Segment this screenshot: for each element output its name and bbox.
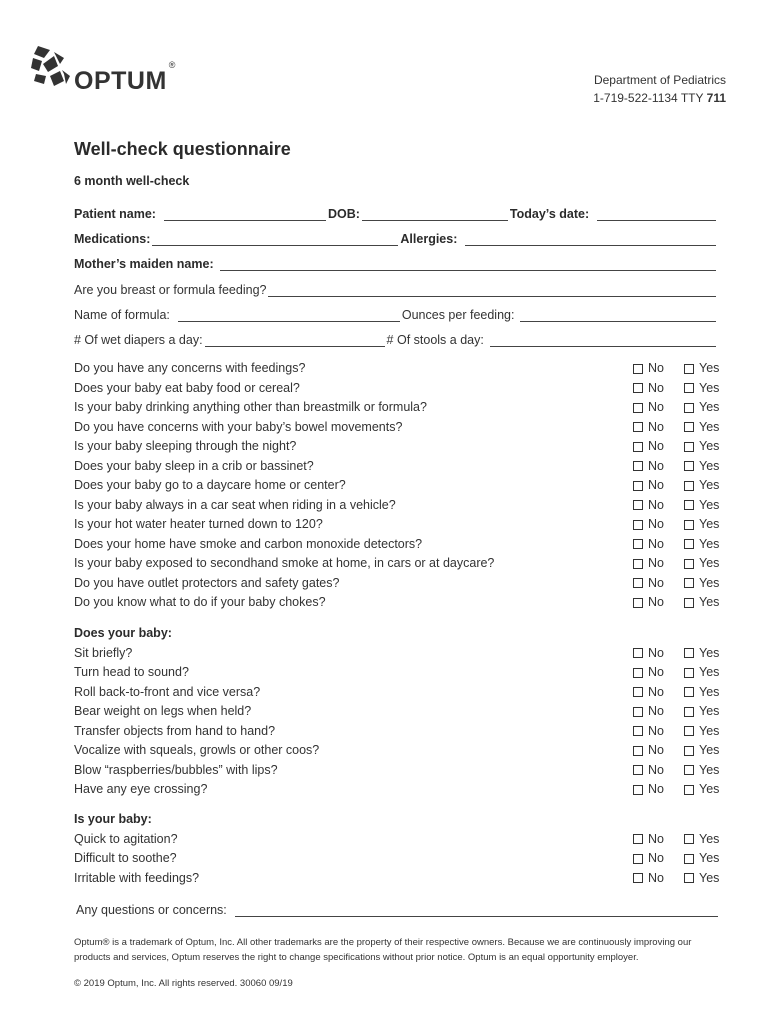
question-row [74, 398, 724, 418]
yes-option[interactable] [684, 780, 719, 800]
footer-copyright: © 2019 Optum, Inc. All rights reserved. 30060 09/19 [74, 978, 293, 989]
yes-label: Yes [699, 870, 720, 885]
yes-checkbox[interactable] [684, 765, 694, 775]
yes-option[interactable] [684, 496, 719, 516]
yes-label: Yes [699, 361, 720, 375]
no-option[interactable] [633, 398, 664, 418]
question-text: Is your hot water heater turned down to 120? [74, 517, 323, 531]
yes-option[interactable] [684, 554, 719, 574]
patient-info-row [74, 205, 718, 221]
ounces-field[interactable] [520, 310, 716, 322]
no-option[interactable] [633, 574, 664, 594]
no-checkbox[interactable] [633, 687, 643, 697]
question-text: Is your baby sleeping through the night? [74, 439, 297, 453]
yes-checkbox[interactable] [684, 520, 694, 530]
question-text: Irritable with feedings? [74, 870, 200, 885]
todays-date-field[interactable] [597, 209, 716, 221]
no-checkbox[interactable] [633, 598, 643, 608]
no-option[interactable] [633, 496, 664, 516]
no-label: No [648, 575, 664, 590]
no-checkbox[interactable] [633, 559, 643, 569]
yes-checkbox[interactable] [684, 854, 694, 864]
yes-checkbox[interactable] [684, 383, 694, 393]
maiden-name-label: Mother’s maiden name: [74, 257, 214, 271]
maiden-name-field[interactable] [220, 259, 716, 271]
yes-checkbox[interactable] [684, 481, 694, 491]
no-checkbox[interactable] [633, 461, 643, 471]
yes-checkbox[interactable] [684, 746, 694, 756]
no-checkbox[interactable] [633, 364, 643, 374]
question-row [74, 535, 724, 555]
yes-label: Yes [699, 497, 720, 512]
allergies-label: Allergies: [400, 232, 458, 246]
yes-label: Yes [699, 645, 720, 660]
formula-name-field[interactable] [178, 310, 400, 322]
question-row [74, 418, 724, 438]
no-option[interactable] [633, 644, 664, 664]
no-option[interactable] [633, 418, 664, 438]
no-checkbox[interactable] [633, 481, 643, 491]
yes-checkbox[interactable] [684, 687, 694, 697]
section-heading: Does your baby: [74, 626, 172, 640]
yes-label: Yes [699, 723, 720, 738]
no-checkbox[interactable] [633, 873, 643, 883]
no-checkbox[interactable] [633, 765, 643, 775]
yes-checkbox[interactable] [684, 668, 694, 678]
question-row [74, 761, 724, 781]
yes-label: Yes [699, 439, 720, 453]
question-text: Do you have any concerns with feedings? [74, 361, 306, 375]
question-row [74, 722, 724, 742]
no-label: No [648, 684, 664, 699]
brand-name: OPTUM® [74, 59, 176, 95]
no-label: No [648, 380, 664, 395]
footer-disclaimer: Optum® is a trademark of Optum, Inc. All other trademarks are the property of their respective owners. Because we are continuously improving our products and services, Optum reserves the right to change specifications without prior notice. Optum is an equal opportunity employer. [74, 937, 692, 963]
no-option[interactable] [633, 535, 664, 555]
question-row [74, 780, 724, 800]
no-option[interactable] [633, 437, 664, 457]
yes-option[interactable] [684, 359, 719, 379]
question-row [74, 741, 724, 761]
no-option[interactable] [633, 379, 664, 399]
yes-label: Yes [699, 400, 720, 414]
dob-label: DOB: [327, 207, 360, 221]
question-text: Does your home have smoke and carbon monoxide detectors? [74, 536, 423, 551]
no-label: No [648, 704, 664, 718]
question-row [74, 476, 724, 496]
no-option[interactable] [633, 515, 664, 535]
yes-label: Yes [699, 851, 720, 865]
no-label: No [648, 517, 664, 531]
yes-option[interactable] [684, 849, 719, 869]
question-text: Bear weight on legs when held? [74, 704, 252, 718]
yes-label: Yes [699, 380, 720, 395]
yes-checkbox[interactable] [684, 461, 694, 471]
yes-label: Yes [699, 536, 720, 551]
yes-checkbox[interactable] [684, 403, 694, 413]
question-text: Is your baby exposed to secondhand smoke at home, in cars or at daycare? [74, 556, 495, 570]
no-label: No [648, 743, 664, 757]
no-checkbox[interactable] [633, 785, 643, 795]
no-checkbox[interactable] [633, 578, 643, 588]
question-text: Do you have concerns with your baby’s bowel movements? [74, 419, 403, 434]
no-label: No [648, 458, 664, 473]
question-row [74, 359, 724, 379]
yes-label: Yes [699, 517, 720, 531]
no-option[interactable] [633, 702, 664, 722]
yes-option[interactable] [684, 379, 719, 399]
no-checkbox[interactable] [633, 726, 643, 736]
no-label: No [648, 478, 664, 492]
no-label: No [648, 419, 664, 434]
medications-row [74, 230, 718, 246]
question-text: Roll back-to-front and vice versa? [74, 684, 261, 699]
no-label: No [648, 645, 664, 660]
no-option[interactable] [633, 849, 664, 869]
yes-label: Yes [699, 419, 720, 434]
formula-name-label: Name of formula: [74, 308, 170, 322]
department-info [593, 71, 726, 107]
question-text: Difficult to soothe? [74, 851, 177, 865]
no-checkbox[interactable] [633, 520, 643, 530]
no-label: No [648, 439, 664, 453]
question-row [74, 849, 724, 869]
question-text: Does your baby sleep in a crib or bassinet? [74, 458, 314, 473]
yes-option[interactable] [684, 644, 719, 664]
yes-option[interactable] [684, 418, 719, 438]
no-checkbox[interactable] [633, 707, 643, 717]
no-option[interactable] [633, 457, 664, 477]
no-checkbox[interactable] [633, 668, 643, 678]
question-text: Have any eye crossing? [74, 782, 208, 796]
medications-label: Medications: [74, 232, 151, 246]
yes-option[interactable] [684, 437, 719, 457]
questions-concerns-label: Any questions or concerns: [76, 903, 227, 917]
general-questions [74, 359, 724, 613]
question-row [74, 702, 724, 722]
yes-checkbox[interactable] [684, 422, 694, 432]
page-title: Well-check questionnaire [74, 139, 291, 159]
no-checkbox[interactable] [633, 834, 643, 844]
allergies-field[interactable] [465, 234, 716, 246]
question-text: Does your baby go to a daycare home or center? [74, 478, 346, 492]
section-heading: Is your baby: [74, 812, 152, 826]
yes-option[interactable] [684, 702, 719, 722]
question-row [74, 515, 724, 535]
question-text: Is your baby always in a car seat when riding in a vehicle? [74, 497, 396, 512]
yes-label: Yes [699, 762, 720, 777]
question-row [74, 683, 724, 703]
feeding-type-label: Are you breast or formula feeding? [74, 283, 267, 297]
no-option[interactable] [633, 830, 664, 850]
no-label: No [648, 851, 664, 865]
yes-option[interactable] [684, 535, 719, 555]
feeding-type-row [74, 281, 718, 297]
no-option[interactable] [633, 761, 664, 781]
no-label: No [648, 723, 664, 738]
yes-option[interactable] [684, 722, 719, 742]
development-questions [74, 624, 724, 800]
yes-checkbox[interactable] [684, 364, 694, 374]
no-option[interactable] [633, 359, 664, 379]
no-label: No [648, 831, 664, 846]
wet-diapers-field[interactable] [205, 335, 385, 347]
optum-mark-icon [30, 44, 72, 90]
department-phone: 1-719-522-1134 TTY 711 [593, 91, 726, 105]
yes-option[interactable] [684, 515, 719, 535]
question-row [74, 457, 724, 477]
yes-option[interactable] [684, 476, 719, 496]
no-checkbox[interactable] [633, 383, 643, 393]
yes-label: Yes [699, 458, 720, 473]
formula-row [74, 306, 718, 322]
yes-label: Yes [699, 684, 720, 699]
no-checkbox[interactable] [633, 854, 643, 864]
question-row [74, 574, 724, 594]
question-row [74, 869, 724, 889]
no-option[interactable] [633, 663, 664, 683]
stools-label: # Of stools a day: [386, 333, 484, 347]
question-text: Blow “raspberries/bubbles” with lips? [74, 762, 278, 777]
yes-label: Yes [699, 782, 720, 796]
yes-checkbox[interactable] [684, 578, 694, 588]
yes-checkbox[interactable] [684, 726, 694, 736]
no-option[interactable] [633, 722, 664, 742]
yes-label: Yes [699, 665, 720, 679]
yes-label: Yes [699, 575, 720, 590]
yes-label: Yes [699, 478, 720, 492]
question-text: Transfer objects from hand to hand? [74, 723, 276, 738]
yes-checkbox[interactable] [684, 648, 694, 658]
no-option[interactable] [633, 593, 664, 613]
question-text: Quick to agitation? [74, 831, 178, 846]
no-checkbox[interactable] [633, 403, 643, 413]
page-subtitle: 6 month well-check [74, 174, 190, 188]
no-label: No [648, 870, 664, 885]
no-label: No [648, 536, 664, 551]
yes-label: Yes [699, 743, 720, 757]
question-row [74, 830, 724, 850]
questions-concerns-row [76, 901, 720, 917]
no-option[interactable] [633, 869, 664, 889]
patient-name-field[interactable] [164, 209, 326, 221]
no-label: No [648, 556, 664, 570]
department-name: Department of Pediatrics [593, 73, 726, 87]
no-label: No [648, 400, 664, 414]
no-option[interactable] [633, 780, 664, 800]
maiden-name-row [74, 255, 718, 271]
yes-option[interactable] [684, 574, 719, 594]
question-row [74, 496, 724, 516]
yes-option[interactable] [684, 398, 719, 418]
todays-date-label: Today’s date: [509, 207, 590, 221]
question-row [74, 593, 724, 613]
no-label: No [648, 665, 664, 679]
yes-label: Yes [699, 704, 720, 718]
yes-option[interactable] [684, 683, 719, 703]
no-label: No [648, 595, 664, 609]
yes-checkbox[interactable] [684, 834, 694, 844]
yes-option[interactable] [684, 830, 719, 850]
feeding-type-field[interactable] [268, 285, 716, 297]
question-row [74, 644, 724, 664]
no-option[interactable] [633, 683, 664, 703]
temperament-questions [74, 810, 724, 888]
question-text: Do you have outlet protectors and safety gates? [74, 575, 340, 590]
question-row [74, 379, 724, 399]
stools-field[interactable] [490, 335, 716, 347]
yes-checkbox[interactable] [684, 500, 694, 510]
yes-checkbox[interactable] [684, 873, 694, 883]
yes-label: Yes [699, 831, 720, 846]
question-row [74, 437, 724, 457]
no-label: No [648, 497, 664, 512]
no-label: No [648, 762, 664, 777]
yes-checkbox[interactable] [684, 559, 694, 569]
yes-checkbox[interactable] [684, 539, 694, 549]
optum-logo [30, 44, 176, 95]
yes-checkbox[interactable] [684, 598, 694, 608]
yes-checkbox[interactable] [684, 707, 694, 717]
question-text: Sit briefly? [74, 645, 133, 660]
no-checkbox[interactable] [633, 648, 643, 658]
yes-option[interactable] [684, 761, 719, 781]
no-checkbox[interactable] [633, 746, 643, 756]
dob-field[interactable] [362, 209, 508, 221]
questions-concerns-field[interactable] [235, 905, 718, 917]
no-checkbox[interactable] [633, 500, 643, 510]
wet-diapers-label: # Of wet diapers a day: [74, 333, 203, 347]
no-option[interactable] [633, 554, 664, 574]
yes-checkbox[interactable] [684, 785, 694, 795]
yes-label: Yes [699, 556, 720, 570]
question-text: Vocalize with squeals, growls or other coos? [74, 743, 320, 757]
yes-option[interactable] [684, 869, 719, 889]
question-row [74, 554, 724, 574]
yes-label: Yes [699, 595, 720, 609]
ounces-label: Ounces per feeding: [401, 308, 515, 322]
question-text: Do you know what to do if your baby chokes? [74, 595, 326, 609]
no-label: No [648, 782, 664, 796]
no-label: No [648, 361, 664, 375]
no-checkbox[interactable] [633, 442, 643, 452]
medications-field[interactable] [152, 234, 398, 246]
yes-checkbox[interactable] [684, 442, 694, 452]
question-text: Turn head to sound? [74, 665, 189, 679]
question-row [74, 663, 724, 683]
patient-name-label: Patient name: [74, 207, 156, 221]
yes-option[interactable] [684, 663, 719, 683]
no-checkbox[interactable] [633, 539, 643, 549]
no-option[interactable] [633, 476, 664, 496]
yes-option[interactable] [684, 457, 719, 477]
yes-option[interactable] [684, 741, 719, 761]
question-text: Is your baby drinking anything other than breastmilk or formula? [74, 400, 427, 414]
question-text: Does your baby eat baby food or cereal? [74, 380, 300, 395]
diapers-row [74, 331, 718, 347]
no-checkbox[interactable] [633, 422, 643, 432]
no-option[interactable] [633, 741, 664, 761]
yes-option[interactable] [684, 593, 719, 613]
